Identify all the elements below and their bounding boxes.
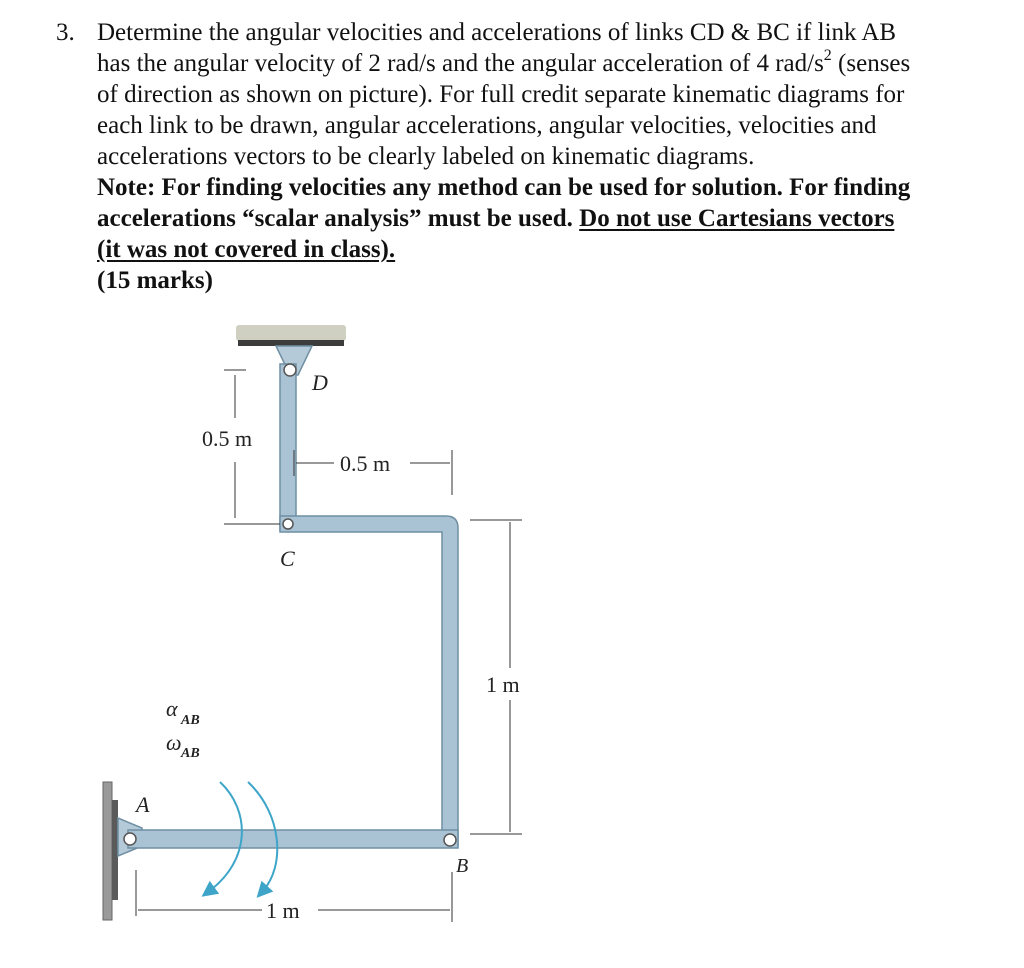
pin-a bbox=[124, 833, 136, 845]
problem-line-5: accelerations vectors to be clearly labeled on kinematic diagrams. bbox=[97, 143, 755, 170]
dim-cd-vertical-label: 0.5 m bbox=[202, 426, 253, 451]
problem-number: 3. bbox=[56, 19, 75, 46]
label-a: A bbox=[136, 792, 150, 817]
links bbox=[128, 364, 458, 848]
problem-line-2-text: has the angular velocity of 2 rad/s and the angular acceleration of 4 rad/s bbox=[97, 50, 824, 77]
ceiling-block bbox=[236, 325, 346, 341]
omega-subscript: AB bbox=[181, 746, 200, 761]
problem-line-2-tail: (senses bbox=[831, 50, 911, 77]
problem-line-4: each link to be drawn, angular accelerations, angular velocities, velocities and bbox=[97, 112, 877, 139]
pin-b bbox=[444, 834, 456, 846]
omega-symbol: ω bbox=[166, 730, 182, 755]
superscript: 2 bbox=[823, 46, 832, 64]
note-line-2-text: accelerations “scalar analysis” must be used. bbox=[97, 205, 580, 232]
link-cd bbox=[280, 364, 296, 530]
wall-plate bbox=[103, 782, 112, 920]
wall-face bbox=[112, 800, 118, 900]
pin-d bbox=[284, 364, 296, 376]
link-ab bbox=[128, 830, 458, 848]
dim-bc-label: 1 m bbox=[486, 672, 520, 697]
alpha-label bbox=[166, 696, 200, 728]
link-bc bbox=[280, 516, 458, 846]
alpha-subscript: AB bbox=[181, 713, 200, 728]
note-line-1: Note: For finding velocities any method can be used for solution. For finding bbox=[97, 174, 911, 201]
note-line-3: (it was not covered in class). bbox=[97, 236, 396, 263]
label-c: C bbox=[280, 546, 295, 571]
label-d: D bbox=[312, 370, 328, 395]
pin-c bbox=[283, 519, 293, 529]
ceiling-plate bbox=[238, 340, 344, 346]
dim-cd-horizontal-label: 0.5 m bbox=[340, 451, 391, 476]
omega-label bbox=[166, 730, 200, 761]
dim-ab-label: 1 m bbox=[266, 898, 300, 923]
problem-line-3: of direction as shown on picture). For full credit separate kinematic diagrams for bbox=[97, 81, 905, 108]
label-b: B bbox=[456, 855, 469, 877]
alpha-symbol: α bbox=[166, 696, 178, 721]
problem-line-1: Determine the angular velocities and accelerations of links CD & BC if link AB bbox=[97, 19, 897, 46]
note-line-2-underlined: Do not use Cartesians vectors bbox=[579, 205, 895, 232]
marks: (15 marks) bbox=[97, 267, 213, 294]
